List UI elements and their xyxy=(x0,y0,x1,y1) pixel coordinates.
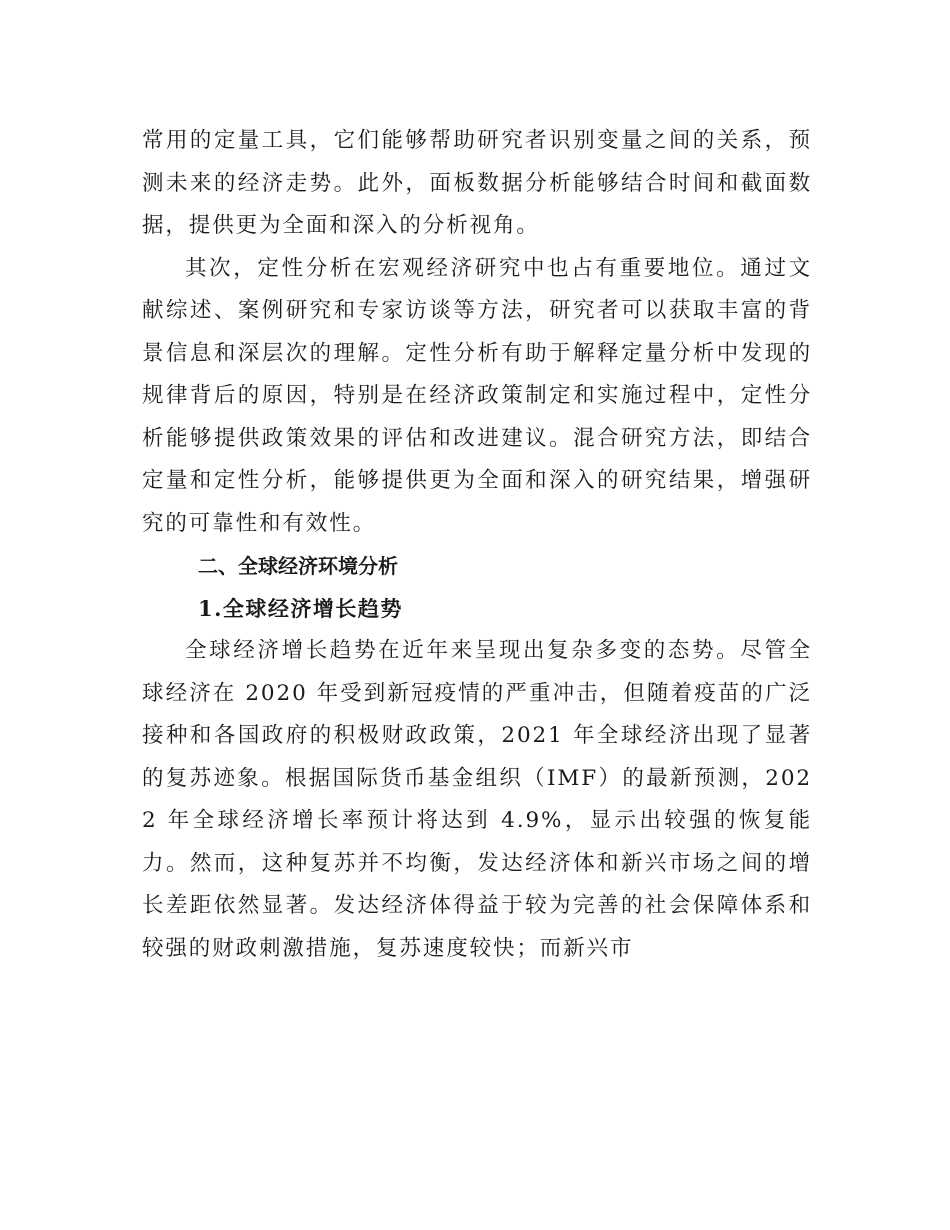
paragraph-growth-trend: 全球经济增长趋势在近年来呈现出复杂多变的态势。尽管全球经济在 2020 年受到新冠疫情的严重冲击，但随着疫苗的广泛接种和各国政府的积极财政政策，2021 年全球经济出现了显著的复苏迹象。根据国际货币基金组织（IMF）的最新预测，2022 年全球经济增长率预计将达到 4.9%，显示出较强的恢复能力。然而，这种复苏并不均衡，发达经济体和新兴市场之间的增长差距依然显著。发达经济体得益于较为完善的社会保障体系和较强的财政刺激措施，复苏速度较快；而新兴市 xyxy=(142,638,812,961)
document-body xyxy=(142,120,812,970)
section-heading-global-economy: 二、全球经济环境分析 xyxy=(198,554,398,578)
paragraph-quantitative-tools: 常用的定量工具，它们能够帮助研究者识别变量之间的关系，预测未来的经济走势。此外，面板数据分析能够结合时间和截面数据，提供更为全面和深入的分析视角。 xyxy=(142,128,812,238)
subsection-heading-growth-trend: 1.全球经济增长趋势 xyxy=(198,595,403,621)
paragraph-qualitative-analysis: 其次，定性分析在宏观经济研究中也占有重要地位。通过文献综述、案例研究和专家访谈等方法，研究者可以获取丰富的背景信息和深层次的理解。定性分析有助于解释定量分析中发现的规律背后的原因，特别是在经济政策制定和实施过程中，定性分析能够提供政策效果的评估和改进建议。混合研究方法，即结合定量和定性分析，能够提供更为全面和深入的研究结果，增强研究的可靠性和有效性。 xyxy=(142,255,812,536)
